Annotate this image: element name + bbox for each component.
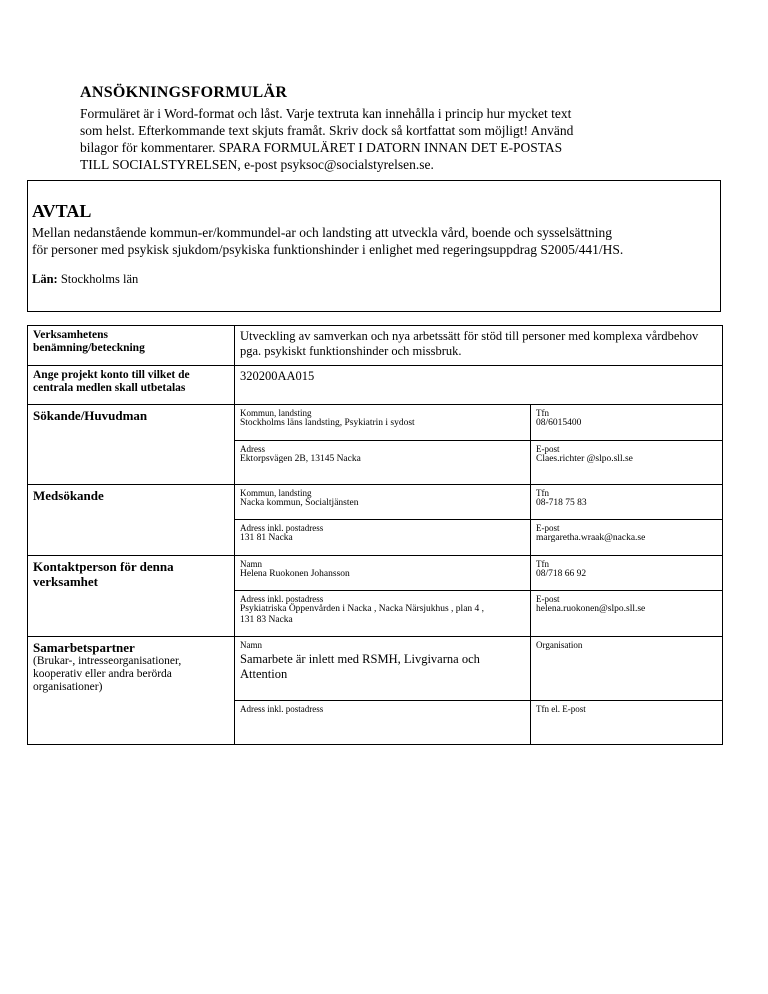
kontakt-epost-caption: E-post [536, 594, 560, 604]
medsokande-kommun-value: Nacka kommun, Socialtjänsten [240, 498, 359, 508]
samarbete-org-caption: Organisation [536, 640, 583, 650]
medsokande-tfn-value: 08-718 75 83 [536, 498, 587, 508]
avtal-desc-line: Mellan nedanstående kommun-er/kommundel-ar och landsting att utveckla vård, boende och sysselsättning [32, 225, 612, 240]
sokande-kommun-caption: Kommun, landsting [240, 408, 312, 418]
kontakt-adress-value: Psykiatriska Öppenvården i Nacka , Nacka Närsjukhus , plan 4 , 131 83 Nacka [240, 604, 485, 625]
samarbete-tfn-caption: Tfn el. E-post [536, 704, 586, 714]
samarbete-adress-field[interactable] [235, 701, 531, 745]
medsokande-label: Medsökande [28, 485, 235, 556]
konto-value[interactable]: 320200AA015 [235, 366, 723, 405]
form-header [80, 84, 700, 173]
samarbete-title: Samarbetspartner [33, 640, 135, 655]
medsokande-adress-field[interactable] [235, 520, 531, 556]
samarbete-org-field[interactable] [531, 637, 723, 701]
samarbete-subtitle: (Brukar-, intresseorganisationer, kooperativ eller andra berörda organisationer) [33, 655, 182, 693]
sokande-epost-caption: E-post [536, 444, 560, 454]
samarbete-row-1 [28, 637, 723, 701]
sokande-tfn-caption: Tfn [536, 408, 549, 418]
form-instructions [80, 105, 700, 173]
konto-label: Ange projekt konto till vilket de centrala medlen skall utbetalas [28, 366, 235, 405]
instruction-line: som helst. Efterkommande text skjuts framåt. Skriv dock så kortfattat som möjligt! Använd [80, 123, 574, 138]
sokande-label: Sökande/Huvudman [28, 405, 235, 485]
sokande-tfn-field[interactable] [531, 405, 723, 441]
sokande-row-1 [28, 405, 723, 441]
medsokande-tfn-caption: Tfn [536, 488, 549, 498]
samarbete-label [28, 637, 235, 745]
kontakt-adress-field[interactable] [235, 591, 531, 637]
avtal-box [27, 180, 721, 312]
samarbete-namn-caption: Namn [240, 640, 262, 650]
kontakt-epost-value: helena.ruokonen@slpo.sll.se [536, 604, 646, 614]
verksamhet-row [28, 326, 723, 366]
instruction-line: TILL SOCIALSTYRELSEN, e-post psyksoc@socialstyrelsen.se. [80, 157, 434, 172]
sokande-adress-value: Ektorpsvägen 2B, 13145 Nacka [240, 454, 361, 464]
medsokande-kommun-caption: Kommun, landsting [240, 488, 312, 498]
kontakt-adress-caption: Adress inkl. postadress [240, 594, 324, 604]
kontakt-epost-field[interactable] [531, 591, 723, 637]
kontakt-namn-value: Helena Ruokonen Johansson [240, 569, 350, 579]
medsokande-adress-caption: Adress inkl. postadress [240, 523, 324, 533]
kontakt-tfn-field[interactable] [531, 556, 723, 591]
konto-row [28, 366, 723, 405]
samarbete-namn-field[interactable] [235, 637, 531, 701]
sokande-adress-caption: Adress [240, 444, 265, 454]
kontakt-row-1 [28, 556, 723, 591]
medsokande-tfn-field[interactable] [531, 485, 723, 520]
medsokande-epost-caption: E-post [536, 523, 560, 533]
sokande-epost-field[interactable] [531, 441, 723, 485]
sokande-kommun-value: Stockholms läns landsting, Psykiatrin i sydost [240, 418, 415, 428]
kontakt-namn-caption: Namn [240, 559, 262, 569]
application-table [27, 325, 723, 745]
medsokande-epost-value: margaretha.wraak@nacka.se [536, 533, 646, 543]
sokande-epost-value: Claes.richter @slpo.sll.se [536, 454, 633, 464]
instruction-line: bilagor för kommentarer. SPARA FORMULÄRET I DATORN INNAN DET E-POSTAS [80, 140, 563, 155]
kontakt-tfn-value: 08/718 66 92 [536, 569, 587, 579]
lan-field[interactable] [32, 272, 716, 287]
avtal-title: AVTAL [32, 201, 92, 221]
samarbete-adress-caption: Adress inkl. postadress [240, 704, 324, 714]
lan-label: Län: [32, 272, 58, 286]
verksamhet-label: Verksamhetens benämning/beteckning [28, 326, 235, 366]
medsokande-adress-value: 131 81 Nacka [240, 533, 293, 543]
samarbete-namn-value: Samarbete är inlett med RSMH, Livgivarna och Attention [240, 652, 480, 681]
verksamhet-value[interactable]: Utveckling av samverkan och nya arbetssätt för stöd till personer med komplexa vårdbehov pga. psykiskt funktionshinder och missbruk. [235, 326, 723, 366]
samarbete-tfn-field[interactable] [531, 701, 723, 745]
medsokande-epost-field[interactable] [531, 520, 723, 556]
sokande-tfn-value: 08/6015400 [536, 418, 582, 428]
kontakt-label: Kontaktperson för denna verksamhet [28, 556, 235, 637]
avtal-desc-line: för personer med psykisk sjukdom/psykiska funktionshinder i enlighet med regeringsuppdrag S2005/441/HS. [32, 242, 624, 257]
form-title: ANSÖKNINGSFORMULÄR [80, 84, 288, 101]
sokande-adress-field[interactable] [235, 441, 531, 485]
kontakt-tfn-caption: Tfn [536, 559, 549, 569]
kontakt-namn-field[interactable] [235, 556, 531, 591]
instruction-line: Formuläret är i Word-format och låst. Varje textruta kan innehålla i princip hur mycket text [80, 106, 572, 121]
avtal-description [32, 224, 716, 258]
medsokande-row-1 [28, 485, 723, 520]
sokande-kommun-field[interactable] [235, 405, 531, 441]
lan-value: Stockholms län [60, 272, 139, 286]
medsokande-kommun-field[interactable] [235, 485, 531, 520]
